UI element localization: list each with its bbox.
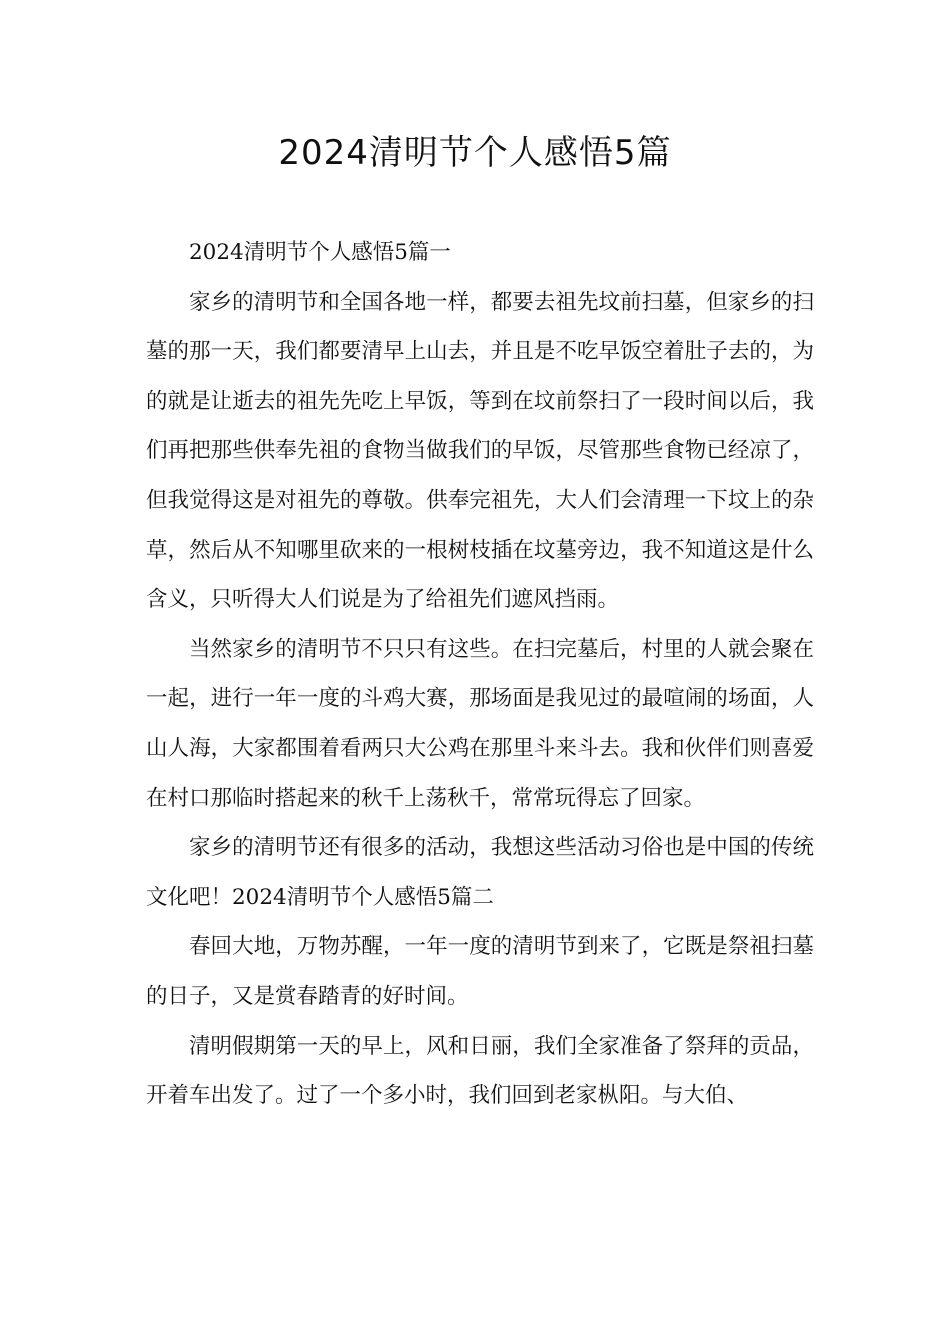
- paragraph: 家乡的清明节还有很多的活动，我想这些活动习俗也是中国的传统文化吧！2024清明节个人感悟5篇二: [146, 835, 814, 910]
- section-heading: 2024清明节个人感悟5篇一: [189, 240, 451, 265]
- paragraph: 当然家乡的清明节不只只有这些。在扫完墓后，村里的人就会聚在一起，进行一年一度的斗鸡大赛，那场面是我见过的最喧闹的场面，人山人海，大家都围着看两只大公鸡在那里斗来斗去。我和伙伴们则喜爱在村口那临时搭起来的秋千上荡秋千，常常玩得忘了回家。: [146, 636, 814, 811]
- document-title: 2024清明节个人感悟5篇: [278, 133, 672, 173]
- paragraph: 家乡的清明节和全国各地一样，都要去祖先坟前扫墓，但家乡的扫墓的那一天，我们都要清早上山去，并且是不吃早饭空着肚子去的，为的就是让逝去的祖先先吃上早饭，等到在坟前祭扫了一段时间以后，我们再把那些供奉先祖的食物当做我们的早饭，尽管那些食物已经凉了，但我觉得这是对祖先的尊敬。供奉完祖先，大人们会清理一下坟上的杂草，然后从不知哪里砍来的一根树枝插在坟墓旁边，我不知道这是什么含义，只听得大人们说是为了给祖先们遮风挡雨。: [146, 289, 814, 613]
- document-body: [146, 228, 814, 1121]
- paragraph: 清明假期第一天的早上，风和日丽，我们全家准备了祭拜的贡品，开着车出发了。过了一个多小时，我们回到老家枞阳。与大伯、: [146, 1033, 814, 1109]
- paragraph: 春回大地，万物苏醒，一年一度的清明节到来了，它既是祭祖扫墓的日子，又是赏春踏青的好时间。: [146, 934, 814, 1009]
